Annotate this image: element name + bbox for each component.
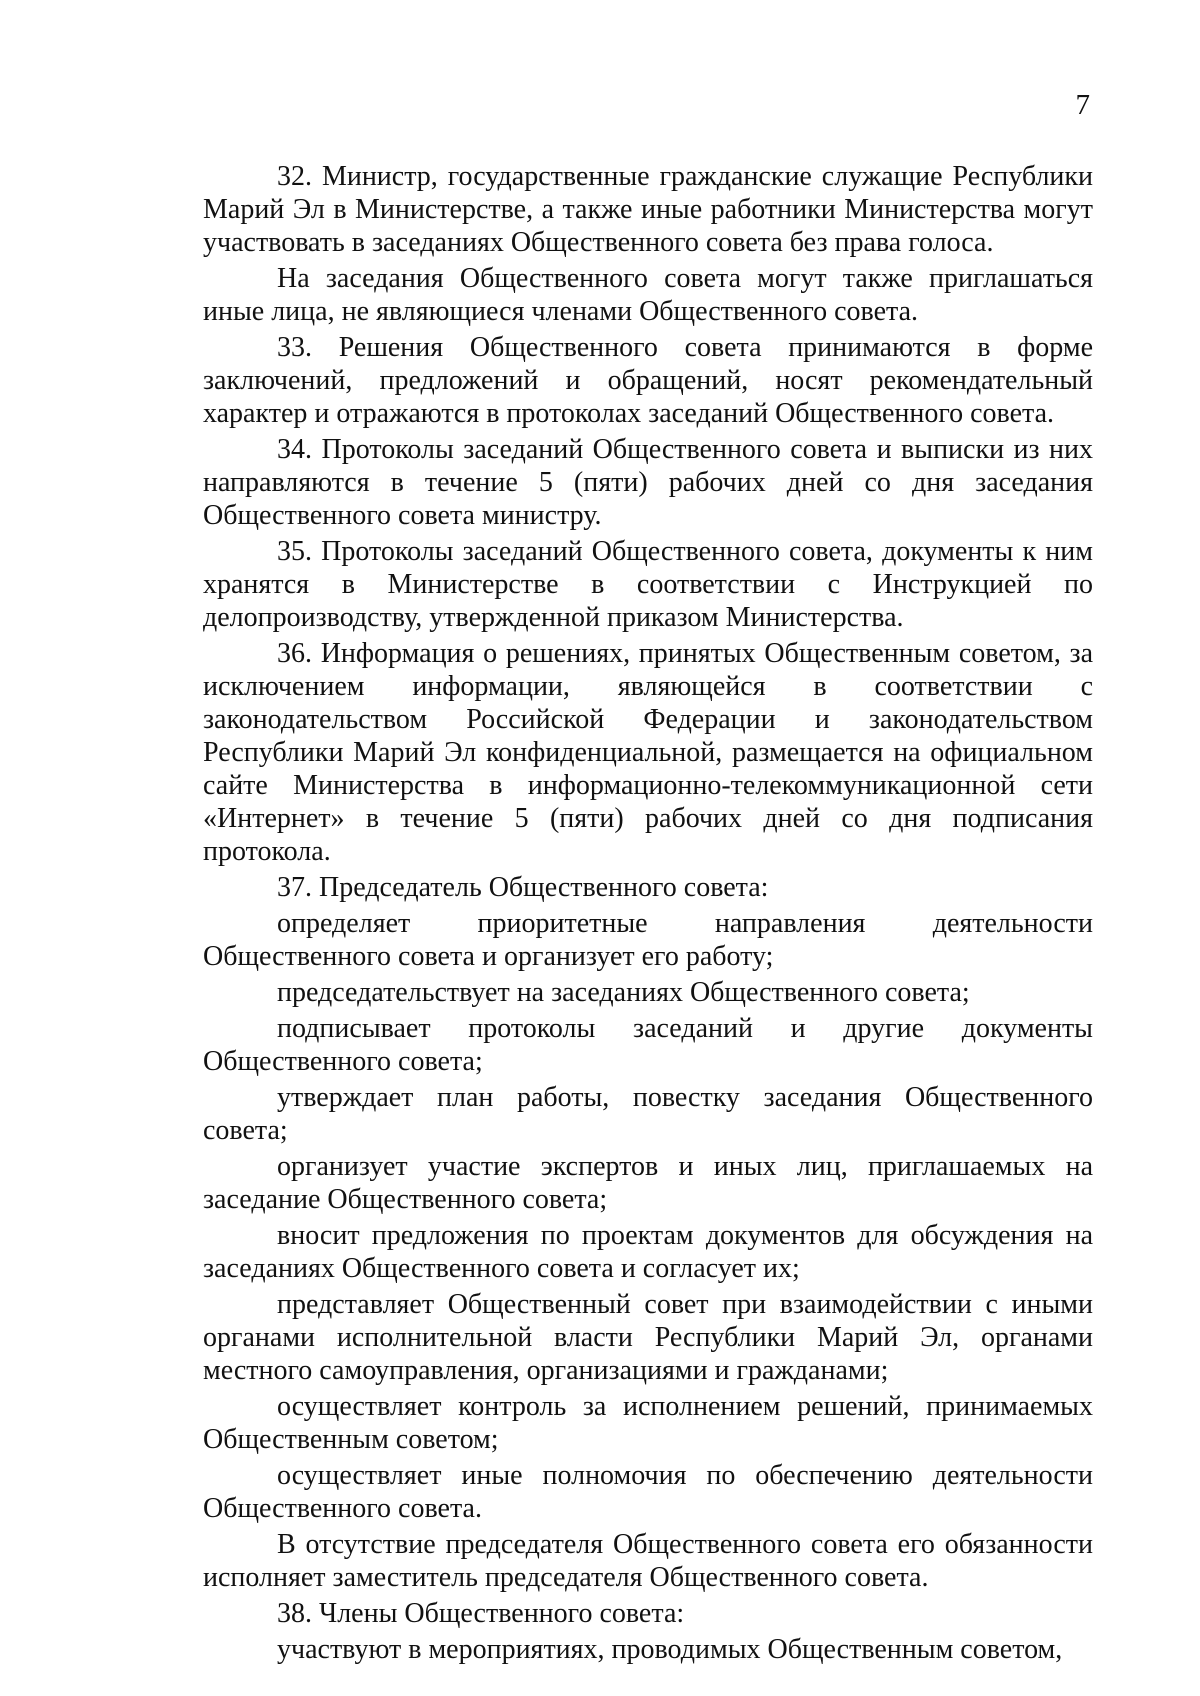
- chair-duty-priorities: определяет приоритетные направления деятельности Общественного совета и организует его работу;: [203, 908, 1093, 972]
- paragraph-deputy-chair: В отсутствие председателя Общественного совета его обязанности исполняет заместитель председателя Общественного совета.: [203, 1529, 1093, 1593]
- paragraph-invited-persons: На заседания Общественного совета могут также приглашаться иные лица, не являющиеся членами Общественного совета.: [203, 263, 1093, 327]
- paragraph-35: 35. Протоколы заседаний Общественного совета, документы к ним хранятся в Министерстве в соответствии с Инструкцией по делопроизводству, утвержденной приказом Министерства.: [203, 536, 1093, 633]
- paragraph-38-heading: 38. Члены Общественного совета:: [277, 1598, 685, 1629]
- paragraph-37-heading: 37. Председатель Общественного совета:: [277, 872, 769, 903]
- chair-duty-presides: председательствует на заседаниях Общественного совета;: [277, 977, 970, 1008]
- document-body: [203, 160, 1093, 1666]
- chair-duty-represents: представляет Общественный совет при взаимодействии с иными органами исполнительной власти Республики Марий Эл, органами местного самоуправления, организациями и гражданами;: [203, 1289, 1093, 1386]
- paragraph-36: 36. Информация о решениях, принятых Общественным советом, за исключением информации, являющейся в соответствии с законодательством Российской Федерации и законодательством Республики Марий Эл конфиденциальной, размещается на официальном сайте Министерства в информационно-телекоммуникационной сети «Интернет» в течение 5 (пяти) рабочих дней со дня подписания протокола.: [203, 638, 1093, 867]
- chair-duty-approves-plan: утверждает план работы, повестку заседания Общественного совета;: [203, 1082, 1093, 1146]
- chair-duty-signs: подписывает протоколы заседаний и другие документы Общественного совета;: [203, 1013, 1093, 1077]
- chair-duty-other-powers: осуществляет иные полномочия по обеспечению деятельности Общественного совета.: [203, 1460, 1093, 1524]
- page-number: 7: [1075, 89, 1090, 121]
- member-duty-participate: участвуют в мероприятиях, проводимых Общественным советом,: [277, 1634, 1063, 1665]
- paragraph-34: 34. Протоколы заседаний Общественного совета и выписки из них направляются в течение 5 (пяти) рабочих дней со дня заседания Общественного совета министру.: [203, 434, 1093, 531]
- chair-duty-organizes-experts: организует участие экспертов и иных лиц, приглашаемых на заседание Общественного совета;: [203, 1151, 1093, 1215]
- chair-duty-proposals: вносит предложения по проектам документов для обсуждения на заседаниях Общественного совета и согласует их;: [203, 1220, 1093, 1284]
- paragraph-33: 33. Решения Общественного совета принимаются в форме заключений, предложений и обращений, носят рекомендательный характер и отражаются в протоколах заседаний Общественного совета.: [203, 332, 1093, 429]
- chair-duty-control: осуществляет контроль за исполнением решений, принимаемых Общественным советом;: [203, 1391, 1093, 1455]
- paragraph-32: 32. Министр, государственные гражданские служащие Республики Марий Эл в Министерстве, а также иные работники Министерства могут участвовать в заседаниях Общественного совета без права голоса.: [203, 161, 1093, 258]
